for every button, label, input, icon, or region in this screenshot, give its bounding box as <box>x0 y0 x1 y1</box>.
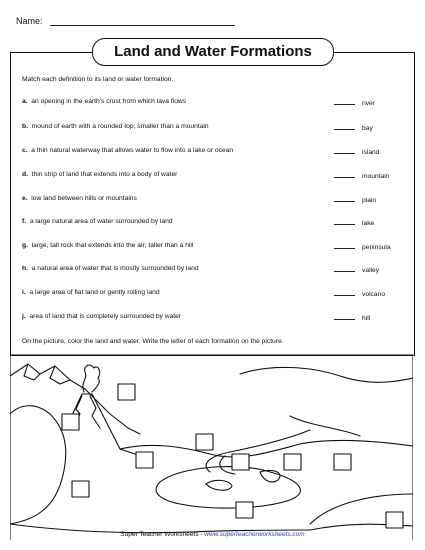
item-letter: c. <box>22 147 28 154</box>
answer-row-mountain[interactable] <box>334 171 390 183</box>
label-box-valley <box>136 452 153 468</box>
answer-word: river <box>362 100 376 107</box>
label-box-volcano <box>118 384 135 400</box>
item-letter: b. <box>22 123 28 130</box>
item-text: large, tall rock that extends into the air; taller than a hill <box>31 242 194 249</box>
definition-item-g <box>22 242 193 254</box>
definition-item-c <box>22 147 233 159</box>
left-hill <box>10 406 66 524</box>
item-text: low land between hills or mountains <box>31 195 137 202</box>
answer-row-bay[interactable] <box>334 123 373 135</box>
label-box-bay <box>386 512 403 528</box>
answer-word: peninsula <box>362 244 391 251</box>
answer-word: volcano <box>362 291 386 298</box>
definition-item-i <box>22 289 160 301</box>
definition-item-b <box>22 123 209 135</box>
definition-item-j <box>22 313 181 325</box>
rolling-hills <box>120 440 413 457</box>
picture-instructions: On the picture, color the land and water. Write the letter of each formation on the picture. <box>22 338 284 345</box>
landscape-picture[interactable] <box>10 354 413 540</box>
answer-row-volcano[interactable] <box>334 289 385 301</box>
far-hills <box>240 367 413 382</box>
item-letter: f. <box>22 218 27 225</box>
item-text: area of land that is completely surrounded by water <box>29 313 182 320</box>
name-label: Name: <box>16 16 43 26</box>
item-letter: i. <box>22 289 26 296</box>
answer-word: valley <box>362 267 380 274</box>
definition-item-d <box>22 171 177 183</box>
item-letter: d. <box>22 171 28 178</box>
volcano-smoke <box>83 365 100 392</box>
definition-item-h <box>22 265 199 277</box>
item-text: a thin natural waterway that allows water to flow into a lake or ocean <box>31 147 234 154</box>
item-letter: a. <box>22 98 28 105</box>
answer-blank[interactable] <box>334 123 355 130</box>
label-box-river <box>232 454 249 470</box>
answer-blank[interactable] <box>334 147 355 154</box>
item-text: a large natural area of water surrounded by land <box>29 218 173 225</box>
answer-row-hill[interactable] <box>334 313 370 325</box>
answer-row-peninsula[interactable] <box>334 242 391 254</box>
label-box-hill <box>196 434 213 450</box>
label-box-mountain <box>62 414 79 430</box>
island <box>206 480 232 490</box>
answer-blank[interactable] <box>334 242 355 249</box>
item-text: mound of earth with a rounded top; smaller than a mountain <box>31 123 209 130</box>
answer-word: bay <box>362 125 373 132</box>
label-box-lake <box>72 481 89 497</box>
definition-item-f <box>22 218 173 230</box>
answer-row-plain[interactable] <box>334 195 376 207</box>
answer-row-river[interactable] <box>334 98 375 110</box>
item-letter: g. <box>22 242 28 249</box>
footer <box>0 531 425 538</box>
answer-blank[interactable] <box>334 265 355 272</box>
label-box-island <box>334 454 351 470</box>
footer-brand: Super Teacher Worksheets - <box>120 531 203 538</box>
item-text: an opening in the earth's crust from which lava flows <box>31 98 187 105</box>
label-box-peninsula <box>284 454 301 470</box>
answer-blank[interactable] <box>334 195 355 202</box>
answer-row-island[interactable] <box>334 147 379 159</box>
answer-row-valley[interactable] <box>334 265 379 277</box>
answer-word: hill <box>362 315 371 322</box>
answer-word: lake <box>362 220 375 227</box>
answer-blank[interactable] <box>334 171 355 178</box>
footer-url[interactable]: www.superteacherworksheets.com <box>204 531 305 538</box>
definition-item-a <box>22 98 186 110</box>
answer-word: plain <box>362 197 377 204</box>
item-letter: e. <box>22 195 28 202</box>
item-letter: j. <box>22 313 26 320</box>
definition-item-e <box>22 195 137 207</box>
item-text: a natural area of water that is mostly surrounded by land <box>31 265 199 272</box>
name-line[interactable] <box>50 25 235 26</box>
answer-blank[interactable] <box>334 313 355 320</box>
answer-word: mountain <box>362 173 390 180</box>
answer-blank[interactable] <box>334 289 355 296</box>
answer-blank[interactable] <box>334 218 355 225</box>
answer-word: island <box>362 149 380 156</box>
answer-blank[interactable] <box>334 98 355 105</box>
answer-row-lake[interactable] <box>334 218 374 230</box>
instructions-text: Match each definition to its land or water formation. <box>22 76 174 83</box>
label-box-plain <box>236 502 253 518</box>
item-letter: h. <box>22 265 28 272</box>
worksheet-title: Land and Water Formations <box>92 38 334 66</box>
item-text: a large area of flat land or gently rolling land <box>29 289 160 296</box>
item-text: thin strip of land that extends into a body of water <box>31 171 178 178</box>
